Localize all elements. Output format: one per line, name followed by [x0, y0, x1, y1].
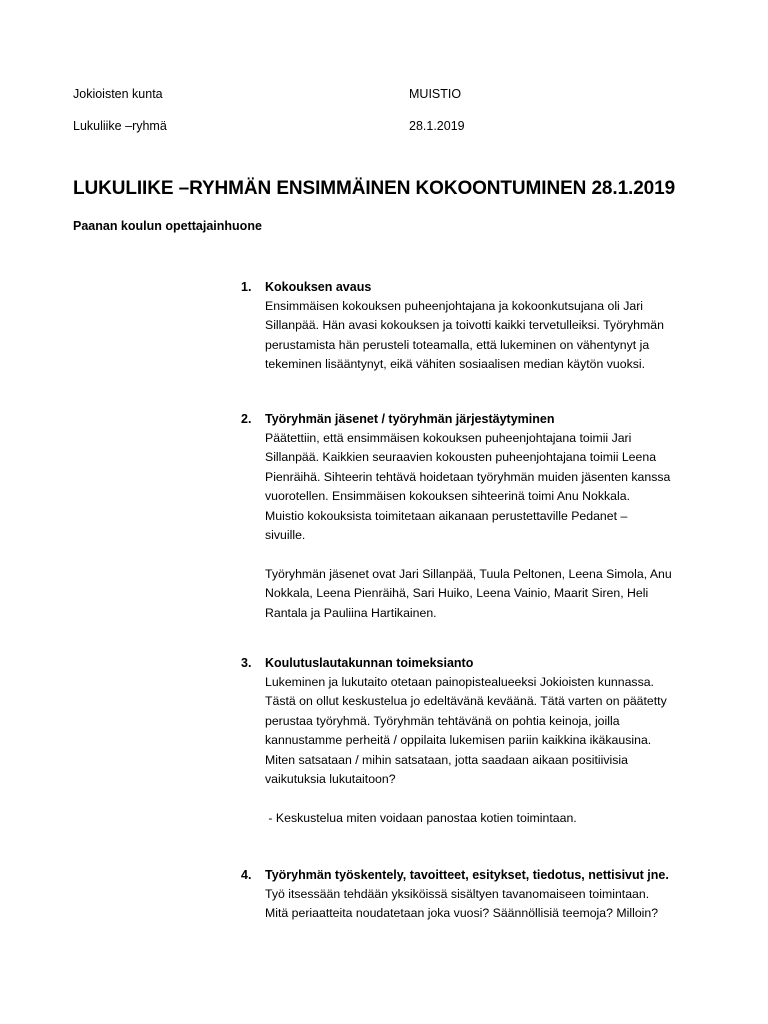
item-body: [265, 673, 705, 828]
body-line: Päätettiin, että ensimmäisen kokouksen puheenjohtajana toimii Jari: [265, 431, 632, 445]
item-body: [265, 429, 705, 623]
body-line: Sillanpää. Kaikkien seuraavien kokousten puheenjohtajana toimii Leena: [265, 450, 657, 465]
body-line: - Keskustelua miten voidaan panostaa kotien toimintaan.: [265, 810, 577, 825]
item-number: 2.: [241, 412, 252, 426]
item-number: 3.: [241, 656, 252, 670]
page-title: LUKULIIKE –RYHMÄN ENSIMMÄINEN KOKOONTUMINEN 28.1.2019: [73, 178, 676, 199]
body-line: Sillanpää. Hän avasi kokouksen ja toivotti kaikki tervetulleiksi. Työryhmän: [265, 318, 664, 333]
item-body: [265, 885, 705, 924]
body-line: perustamista hän perusteli toteamalla, että lukeminen on vähentynyt ja: [265, 337, 650, 352]
item-body: [265, 297, 705, 375]
item-heading: Työryhmän työskentely, tavoitteet, esitykset, tiedotus, nettisivut jne.: [265, 868, 669, 882]
body-line: Mitä periaatteita noudatetaan joka vuosi? Säännöllisiä teemoja? Milloin?: [265, 906, 659, 921]
body-line: Lukeminen ja lukutaito otetaan painopistealueeksi Jokioisten kunnassa.: [265, 675, 654, 689]
item-heading: Työryhmän jäsenet / työryhmän järjestäytyminen: [265, 412, 555, 426]
body-line: Tästä on ollut keskustelua jo edeltävänä keväänä. Tätä varten on päätetty: [265, 694, 667, 709]
body-line: Työ itsessään tehdään yksiköissä sisältyen tavanomaiseen toimintaan.: [265, 887, 650, 901]
document-type: MUISTIO: [409, 87, 462, 101]
body-line: vaikutuksia lukutaitoon?: [265, 772, 396, 787]
body-line: tekeminen lisääntynyt, eikä vähiten sosiaalisen median käytön vuoksi.: [265, 357, 646, 372]
item-heading: Kokouksen avaus: [265, 280, 372, 294]
item-number: 4.: [241, 868, 252, 882]
meeting-location: Paanan koulun opettajainhuone: [73, 219, 262, 233]
body-line: sivuille.: [265, 528, 306, 543]
body-line: Nokkala, Leena Pienräihä, Sari Huiko, Leena Vainio, Maarit Siren, Heli: [265, 586, 649, 601]
body-line: Työryhmän jäsenet ovat Jari Sillanpää, Tuula Peltonen, Leena Simola, Anu: [265, 566, 672, 581]
body-line: Rantala ja Pauliina Hartikainen.: [265, 605, 437, 620]
body-line: Pienräihä. Sihteerin tehtävä hoidetaan työryhmän muiden jäsenten kanssa: [265, 469, 671, 484]
document-date: 28.1.2019: [409, 119, 465, 133]
body-line: kannustamme perheitä / oppilaita lukemisen pariin kaikkina ikäkausina.: [265, 733, 652, 748]
body-line: Miten satsataan / mihin satsataan, jotta saadaan aikaan positiivisia: [265, 752, 628, 767]
body-line: perustaa työryhmä. Työryhmän tehtävänä on pohtia keinoja, joilla: [265, 713, 620, 728]
item-heading: Koulutuslautakunnan toimeksianto: [265, 656, 474, 670]
body-line: vuorotellen. Ensimmäisen kokouksen sihteerinä toimi Anu Nokkala.: [265, 489, 630, 504]
group-name: Lukuliike –ryhmä: [73, 119, 167, 133]
body-line: Muistio kokouksista toimitetaan aikanaan perustettaville Pedanet –: [265, 508, 628, 523]
item-number: 1.: [241, 280, 252, 294]
body-line: Ensimmäisen kokouksen puheenjohtajana ja kokoonkutsujana oli Jari: [265, 299, 644, 313]
municipality-name: Jokioisten kunta: [73, 87, 163, 101]
